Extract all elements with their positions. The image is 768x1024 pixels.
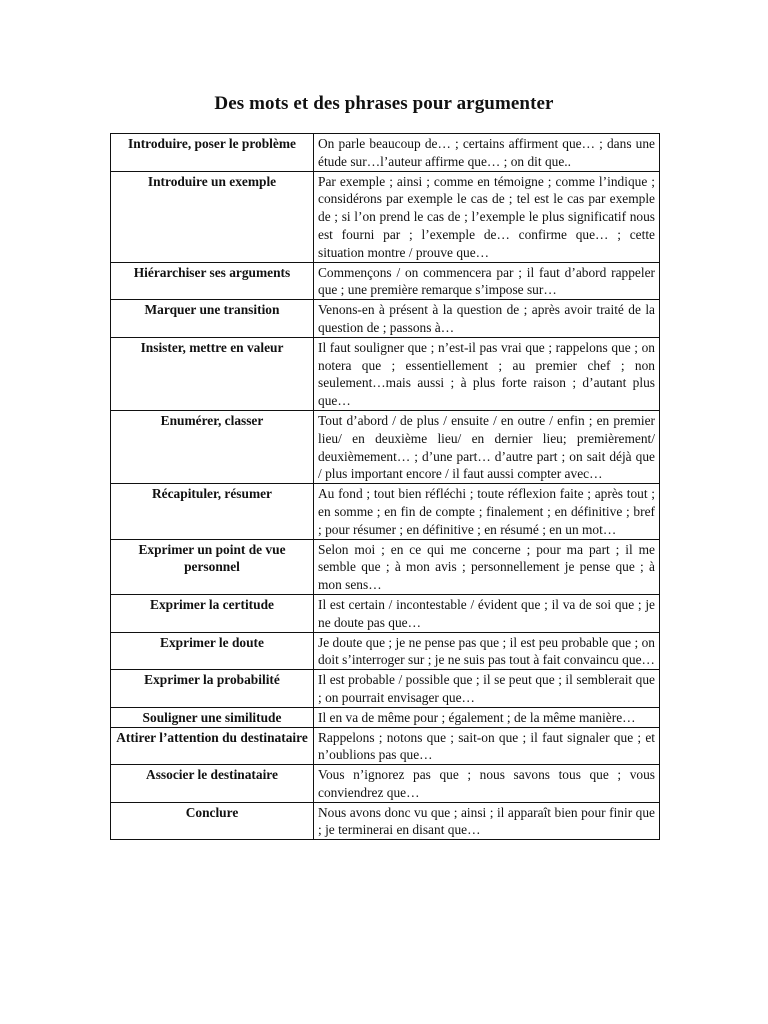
function-label: Hiérarchiser ses arguments <box>111 262 314 300</box>
table-row <box>111 171 660 262</box>
phrase-list: Je doute que ; je ne pense pas que ; il est peu probable que ; on doit s’interroger sur ; je ne suis pas tout à fait convaincu que… <box>314 632 660 670</box>
phrase-list: Commençons / on commencera par ; il faut d’abord rappeler que ; une première remarque s’impose sur… <box>314 262 660 300</box>
phrase-list: Venons-en à présent à la question de ; après avoir traité de la question de ; passons à… <box>314 300 660 338</box>
table-row <box>111 727 660 765</box>
function-label: Marquer une transition <box>111 300 314 338</box>
table-row <box>111 262 660 300</box>
table-row <box>111 539 660 594</box>
function-label: Insister, mettre en valeur <box>111 337 314 410</box>
page-title: Des mots et des phrases pour argumenter <box>214 93 554 114</box>
phrase-list: Il est certain / incontestable / évident que ; il va de soi que ; je ne doute pas que… <box>314 594 660 632</box>
table-row <box>111 410 660 483</box>
phrase-list: Il est probable / possible que ; il se peut que ; il semblerait que ; on pourrait envisager que… <box>314 670 660 708</box>
function-label: Enumérer, classer <box>111 410 314 483</box>
phrase-list: Vous n’ignorez pas que ; nous savons tous que ; vous conviendrez que… <box>314 765 660 803</box>
phrase-list: Au fond ; tout bien réfléchi ; toute réflexion faite ; après tout ; en somme ; en fin de compte ; finalement ; en définitive ; bref ; pour résumer ; en définitive ; en résumé ; en un mot… <box>314 484 660 539</box>
function-label: Exprimer la certitude <box>111 594 314 632</box>
table-row <box>111 670 660 708</box>
table-row <box>111 802 660 840</box>
function-label: Récapituler, résumer <box>111 484 314 539</box>
argument-table-body <box>111 134 660 840</box>
function-label: Attirer l’attention du destinataire <box>111 727 314 765</box>
phrase-list: Il faut souligner que ; n’est-il pas vrai que ; rappelons que ; on notera que ; essentiellement ; au premier chef ; non seulement…mais aussi ; à plus forte raison ; d’autant plus que… <box>314 337 660 410</box>
table-row <box>111 337 660 410</box>
table-row <box>111 594 660 632</box>
table-row <box>111 765 660 803</box>
phrase-list: Selon moi ; en ce qui me concerne ; pour ma part ; il me semble que ; à mon avis ; personnellement je pense que ; à mon sens… <box>314 539 660 594</box>
phrase-list: Tout d’abord / de plus / ensuite / en outre / enfin ; en premier lieu/ en deuxième lieu/ en dernier lieu; premièrement/ deuxièmement… ; d’une part… d’autre part ; on sait déjà que / plus important encore / il faut aussi compter avec… <box>314 410 660 483</box>
function-label: Souligner une similitude <box>111 707 314 727</box>
function-label: Conclure <box>111 802 314 840</box>
function-label: Introduire, poser le problème <box>111 134 314 172</box>
function-label: Exprimer la probabilité <box>111 670 314 708</box>
function-label: Associer le destinataire <box>111 765 314 803</box>
table-row <box>111 632 660 670</box>
phrase-list: Rappelons ; notons que ; sait-on que ; il faut signaler que ; et n’oublions pas que… <box>314 727 660 765</box>
table-row <box>111 300 660 338</box>
function-label: Exprimer un point de vue personnel <box>111 539 314 594</box>
table-row <box>111 484 660 539</box>
function-label: Introduire un exemple <box>111 171 314 262</box>
phrase-list: Il en va de même pour ; également ; de la même manière… <box>314 707 660 727</box>
phrase-list: Nous avons donc vu que ; ainsi ; il apparaît bien pour finir que ; je terminerai en disant que… <box>314 802 660 840</box>
phrase-list: Par exemple ; ainsi ; comme en témoigne ; comme l’indique ; considérons par exemple le cas de ; tel est le cas par exemple de ; si l’on prend le cas de ; l’exemple le plus significatif nous est fourni par ; l’exemple de… confirme que… ; cette situation montre / prouve que… <box>314 171 660 262</box>
table-row <box>111 707 660 727</box>
table-row <box>111 134 660 172</box>
function-label: Exprimer le doute <box>111 632 314 670</box>
phrase-list: On parle beaucoup de… ; certains affirment que… ; dans une étude sur…l’auteur affirme que… ; on dit que.. <box>314 134 660 172</box>
argument-table <box>110 133 660 840</box>
